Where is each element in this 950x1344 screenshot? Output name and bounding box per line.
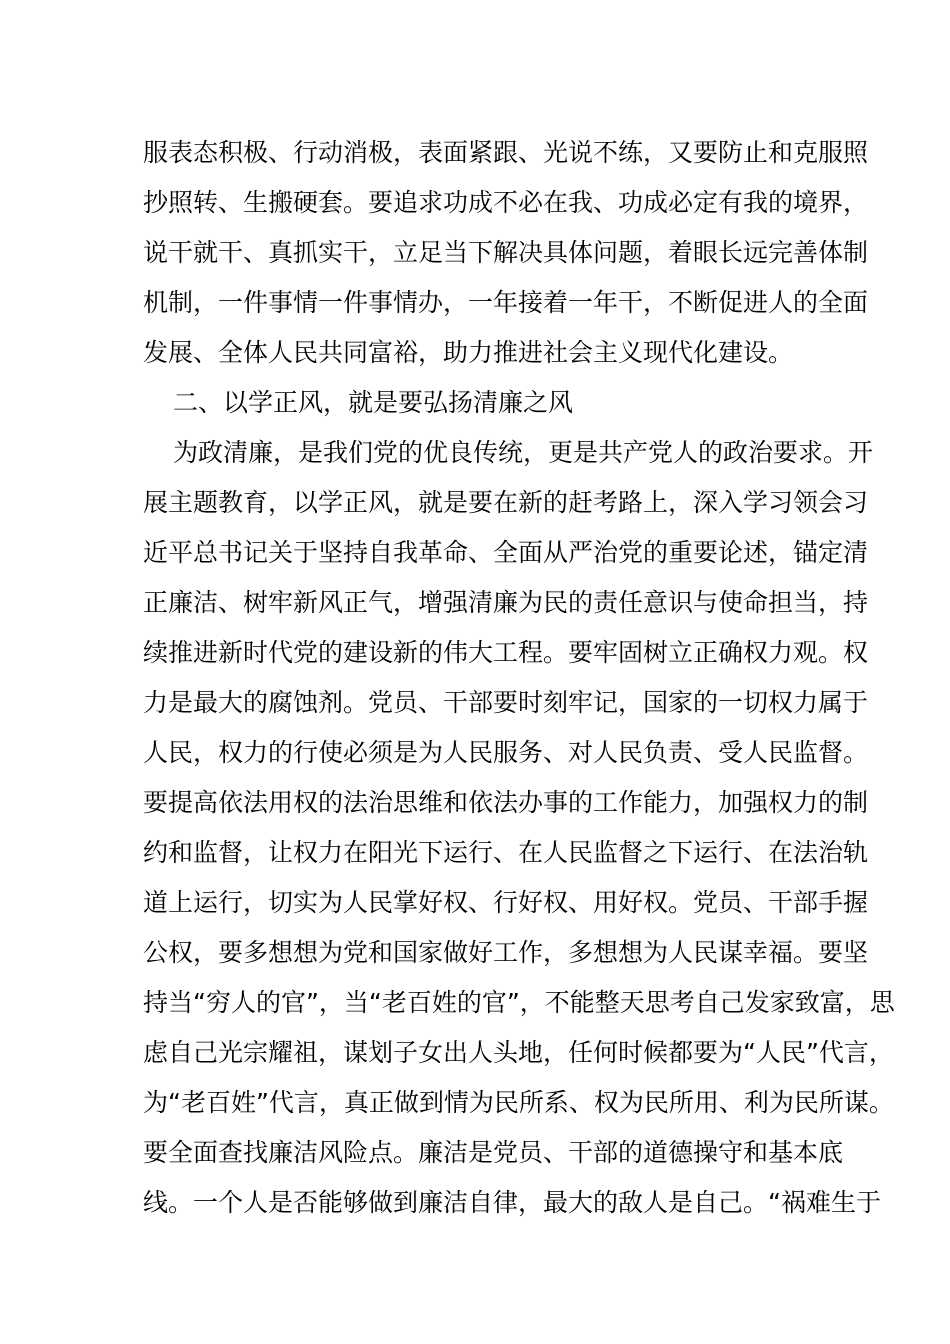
text-line: 公权，要多想想为党和国家做好工作，多想想为人民谋幸福。要坚: [143, 938, 869, 967]
text-line: 约和监督，让权力在阳光下运行、在人民监督之下运行、在法治轨: [143, 838, 869, 867]
text-line: 人民，权力的行使必须是为人民服务、对人民负责、受人民监督。: [143, 738, 869, 767]
text-line: 服表态积极、行动消极，表面紧跟、光说不练，又要防止和克服照: [143, 138, 869, 167]
text-line: 力是最大的腐蚀剂。党员、干部要时刻牢记，国家的一切权力属于: [143, 688, 869, 717]
text-line: 要全面查找廉洁风险点。廉洁是党员、干部的道德操守和基本底: [143, 1138, 844, 1167]
text-line: 正廉洁、树牢新风正气，增强清廉为民的责任意识与使命担当，持: [143, 588, 869, 617]
text-line: 近平总书记关于坚持自我革命、全面从严治党的重要论述，锚定清: [143, 538, 869, 567]
text-line: 机制，一件事情一件事情办，一年接着一年干，不断促进人的全面: [143, 288, 869, 317]
text-line: 线。一个人是否能够做到廉洁自律，最大的敌人是自己。“祸难生于: [143, 1188, 881, 1217]
text-line: 为政清廉，是我们党的优良传统，更是共产党人的政治要求。开: [173, 438, 874, 467]
text-line: 为“老百姓”代言，真正做到情为民所系、权为民所用、利为民所谋。: [143, 1088, 894, 1117]
text-line: 虑自己光宗耀祖，谋划子女出人头地，任何时候都要为“人民”代言，: [143, 1038, 894, 1067]
text-line: 要提高依法用权的法治思维和依法办事的工作能力，加强权力的制: [143, 788, 869, 817]
section-heading: 二、以学正风，就是要弘扬清廉之风: [173, 388, 574, 417]
text-line: 展主题教育，以学正风，就是要在新的赶考路上，深入学习领会习: [143, 488, 869, 517]
text-line: 续推进新时代党的建设新的伟大工程。要牢固树立正确权力观。权: [143, 638, 869, 667]
text-line: 说干就干、真抓实干，立足当下解决具体问题，着眼长远完善体制: [143, 238, 869, 267]
text-line: 发展、全体人民共同富裕，助力推进社会主义现代化建设。: [143, 338, 794, 367]
text-line: 持当“穷人的官”，当“老百姓的官”，不能整天思考自己发家致富，思: [143, 988, 895, 1017]
text-line: 道上运行，切实为人民掌好权、行好权、用好权。党员、干部手握: [143, 888, 869, 917]
body-text: [143, 128, 895, 1228]
text-line: 抄照转、生搬硬套。要追求功成不必在我、功成必定有我的境界，: [143, 188, 869, 217]
